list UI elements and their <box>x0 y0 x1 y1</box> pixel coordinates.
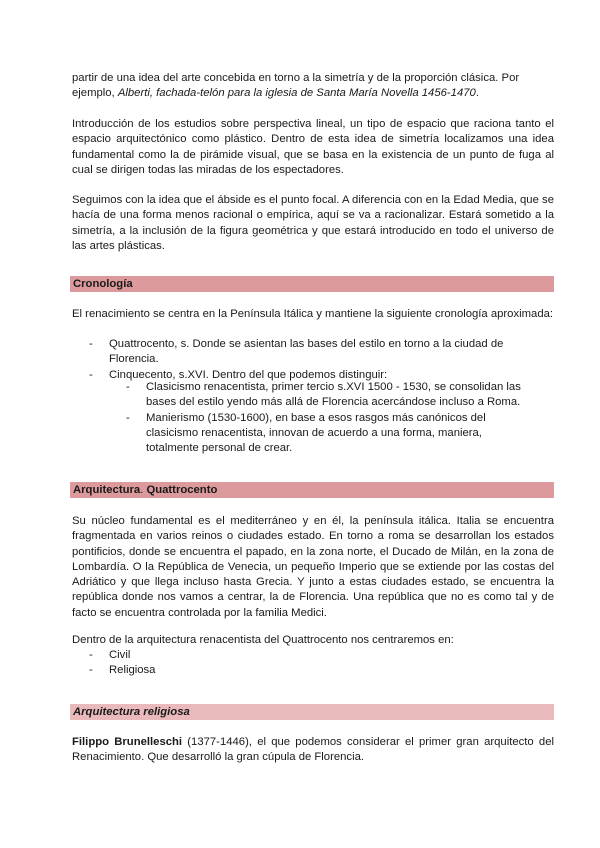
example-suffix: . <box>475 87 479 100</box>
heading-arquitectura-part1: Arquitectura <box>73 484 141 496</box>
list-dash: - <box>126 411 130 424</box>
list-dash: - <box>89 368 93 381</box>
sublist-item-manierismo <box>126 411 526 457</box>
list-dash: - <box>126 381 130 393</box>
paragraph-alberti-line2 <box>72 86 554 101</box>
brunelleschi-text: (1377-1446), el que podemos considerar el primer gran arquitecto del Renacimiento. Que desarrolló la gran cúpula de Florencia. <box>72 736 555 764</box>
architect-name: Filippo Brunelleschi <box>72 736 183 748</box>
list-item-text: Quattrocento, s. Donde se asientan las bases del estilo en torno a la ciudad de Florencia. <box>109 338 504 366</box>
list-item-text: Civil <box>109 649 131 661</box>
list-item-religiosa <box>89 663 554 678</box>
paragraph-perspectiva: Introducción de los estudios sobre perspectiva lineal, un tipo de espacio que raciona tanto el espacio arquitectónico como plástico. Dentro de esta idea de simetría localizamos una idea fundamental como la de pirámide visual, que se basa en la existencia de un punto de fuga al cual se dirigen todas las miradas de los espectadores. <box>72 118 554 176</box>
example-prefix: ejemplo, <box>72 87 118 100</box>
paragraph-alberti-line1: partir de una idea del arte concebida en torno a la simetría y de la proporción clásica. Por <box>72 72 520 84</box>
cronologia-list <box>89 337 554 383</box>
heading-arquitectura-religiosa: Arquitectura religiosa <box>70 704 554 720</box>
arquitectura-list <box>89 648 554 679</box>
list-item-civil <box>89 648 554 663</box>
list-item-text: Cinquecento, s.XVI. Dentro del que podemos distinguir: <box>109 368 388 381</box>
heading-arquitectura-part2: Quattrocento <box>143 484 218 496</box>
arquitectura-intro: Dentro de la arquitectura renacentista del Quattrocento nos centraremos en: <box>72 634 454 646</box>
sublist-item-text: Clasicismo renacentista, primer tercio s.XVI 1500 - 1530, se consolidan las bases del estilo yendo más allá de Florencia acercándose incluso a Roma. <box>146 381 521 409</box>
paragraph-nucleo: Su núcleo fundamental es el mediterráneo y en él, la península itálica. Italia se encuentra fragmentada en varios reinos o ciudades estado. En torno a roma se desarrollan los estados pontificios, donde se encuentra el papado, en la zona norte, el Ducado de Milán, en la zona de Lombardía. O la República de Venecia, un pequeño Imperio que se extiende por las costas del Adriático y que llega incluso hasta Grecia. Y junto a estas ciudades estado, se encuentra la república donde nos vamos a centrar, la de Florencia. Una república que no es como tal y de facto se encuentra controlada por la familia Medici. <box>72 515 554 619</box>
list-item-quattrocento <box>89 337 554 368</box>
paragraph-brunelleschi <box>72 735 554 766</box>
sublist-item-text: Manierismo (1530-1600), en base a esos rasgos más canónicos del clasicismo renacentista, innovan de acuerdo a una forma, maniera, totalmente personal de crear. <box>146 411 486 455</box>
paragraph-alberti <box>72 71 554 102</box>
cronologia-intro: El renacimiento se centra en la Península Itálica y mantiene la siguiente cronología aproximada: <box>72 308 554 320</box>
cinquecento-sublist <box>126 380 526 456</box>
paragraph-abside: Seguimos con la idea que el ábside es el punto focal. A diferencia con en la Edad Media, que se hacía de una forma menos racional o empírica, aquí se va a racionalizar. Estará sometido a la simetría, a la inclusión de la figura geométrica y que estará introducido en todo el universo de las artes plásticas. <box>72 194 554 252</box>
list-dash: - <box>89 664 93 677</box>
list-dash: - <box>89 338 93 350</box>
list-dash: - <box>89 649 93 661</box>
list-item-text: Religiosa <box>109 664 156 677</box>
example-italic: Alberti, fachada-telón para la iglesia de Santa María Novella 1456-1470 <box>117 87 476 100</box>
heading-arquitectura-quattrocento <box>70 482 554 498</box>
sublist-item-clasicismo <box>126 380 526 411</box>
heading-cronologia: Cronología <box>70 276 554 292</box>
heading-arquitectura-part2-dot: . <box>140 484 144 496</box>
